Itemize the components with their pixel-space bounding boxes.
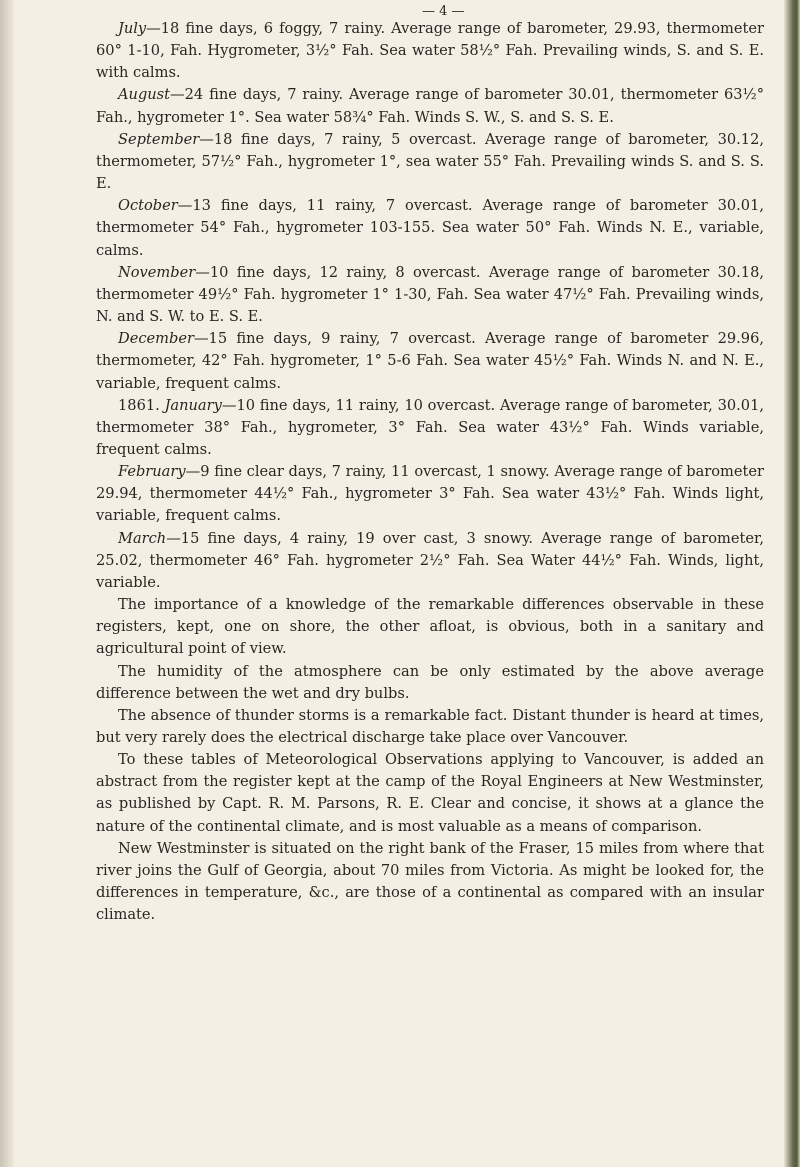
paragraph-january xyxy=(96,395,764,461)
paragraph-text: —15 fine days, 4 rainy, 19 over cast, 3 snowy. Average range of barometer, 25.02, thermometer 46° Fah. hygrometer 2½° Fah. Sea Water 44½° Fah. Winds, light, variable. xyxy=(96,529,764,591)
paragraph-text: —24 fine days, 7 rainy. Average range of barometer 30.01, thermometer 63½° Fah., hygrometer 1°. Sea water 58¾° Fah. Winds S. W., S. and S. S. E. xyxy=(96,86,764,126)
paragraph-text: —9 fine clear days, 7 rainy, 11 overcast, 1 snowy. Average range of barometer 29.94, thermometer 44½° Fah., hygrometer 3° Fah. Sea water 43½° Fah. Winds light, variable, frequent calms. xyxy=(96,463,764,525)
month-label: December xyxy=(118,330,194,348)
paragraph-new-westminster xyxy=(96,838,764,927)
paragraph-august xyxy=(96,84,764,128)
paragraph-text: The humidity of the atmosphere can be only estimated by the above average difference between the wet and dry bulbs. xyxy=(96,662,764,702)
paragraph-july xyxy=(96,18,764,84)
body-text xyxy=(96,18,764,926)
paragraph-march xyxy=(96,528,764,594)
month-label: July xyxy=(118,20,147,37)
month-label: November xyxy=(118,263,196,281)
paragraph-text: The absence of thunder storms is a remarkable fact. Distant thunder is heard at times, but very rarely does the electrical discharge take place over Vancouver. xyxy=(96,706,764,746)
paragraph-text: —10 fine days, 11 rainy, 10 overcast. Average range of barometer, 30.01, thermometer 38° Fah., hygrometer, 3° Fah. Sea water 43½° Fah. Winds variable, frequent calms. xyxy=(96,396,764,458)
month-label: March xyxy=(118,529,167,547)
page-number: — 4 — xyxy=(422,4,465,19)
paragraph-text: —15 fine days, 9 rainy, 7 overcast. Average range of barometer 29.96, thermometer, 42° Fah. hygrometer, 1° 5-6 Fah. Sea water 45½° Fah. Winds N. and N. E., variable, frequent calms. xyxy=(96,330,764,392)
binding-shadow xyxy=(0,0,14,1167)
paragraph-tables xyxy=(96,749,764,838)
paragraph-text: To these tables of Meteorological Observations applying to Vancouver, is added an abstract from the register kept at the camp of the Royal Engineers at New Westminster, as published by Capt. R. M. Parsons, R. E. Clear and concise, it shows at a glance the nature of the continental climate, and is most valuable as a means of comparison. xyxy=(96,751,764,835)
paragraph-thunder xyxy=(96,705,764,749)
paragraph-text: The importance of a knowledge of the remarkable differences observable in these registers, kept, one on shore, the other afloat, is obvious, both in a sanitary and agricultural point of view. xyxy=(96,596,764,658)
paragraph-text: —18 fine days, 7 rainy, 5 overcast. Average range of barometer, 30.12, thermometer, 57½° Fah., hygrometer 1°, sea water 55° Fah. Prevailing winds S. and S. S. E. xyxy=(96,130,764,193)
paragraph-text: New Westminster is situated on the right bank of the Fraser, 15 miles from where that river joins the Gulf of Georgia, about 70 miles from Victoria. As might be looked for, the differences in temperature, &c., are those of a continental as compared with an insular climate. xyxy=(96,839,764,924)
paragraph-text: —13 fine days, 11 rainy, 7 overcast. Average range of barometer 30.01, thermometer 54° Fah., hygrometer 103-155. Sea water 50° Fah. Winds N. E., variable, calms. xyxy=(96,197,764,259)
paragraph-humidity xyxy=(96,661,764,705)
year-label: 1861. xyxy=(118,396,165,414)
paragraph-text: —10 fine days, 12 rainy, 8 overcast. Average range of barometer 30.18, thermometer 49½° Fah. hygrometer 1° 1-30, Fah. Sea water 47½° Fah. Prevailing winds, N. and S. W. to E. S. E. xyxy=(96,263,764,326)
month-label: September xyxy=(118,130,200,148)
paragraph-february xyxy=(96,461,764,527)
paragraph-importance xyxy=(96,594,764,660)
paragraph-november xyxy=(96,262,764,328)
paragraph-text: —18 fine days, 6 foggy, 7 rainy. Average range of barometer, 29.93, thermometer 60° 1-10, Fah. Hygrometer, 3½° Fah. Sea water 58½° Fah. Prevailing winds, S. and S. E. with calms. xyxy=(96,20,764,82)
paragraph-october xyxy=(96,195,764,261)
month-label: August xyxy=(118,86,171,104)
month-label: October xyxy=(118,197,178,215)
paragraph-december xyxy=(96,328,764,394)
page-edge xyxy=(784,0,800,1167)
paragraph-september xyxy=(96,129,764,195)
month-label: January xyxy=(164,396,222,414)
month-label: February xyxy=(118,463,186,481)
